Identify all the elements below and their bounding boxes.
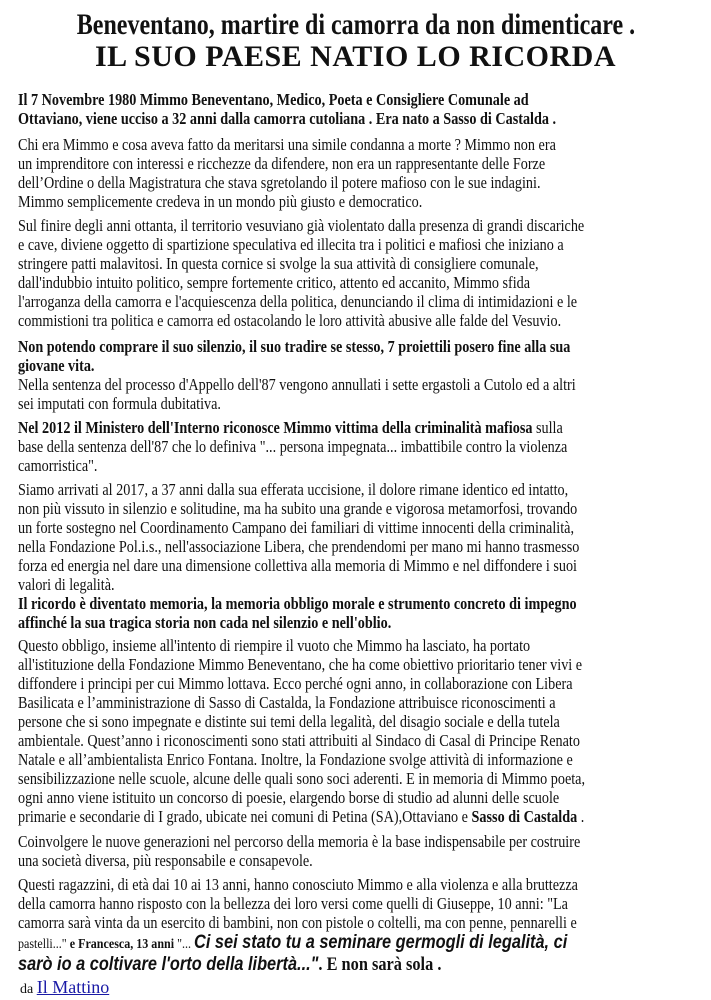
text-line: non più vissuto in silenzio e solitudine, ma ha subito una grande e vigorosa metamorfosi, trovando	[18, 499, 578, 518]
source-credit	[20, 977, 109, 1000]
intro-paragraph	[18, 90, 708, 128]
text-line: Il ricordo è diventato memoria, la memoria obbligo morale e strumento concreto di impegno	[18, 594, 577, 613]
bold-italic-quote: Ci sei stato tu a seminare germogli di legalità, ci	[194, 932, 568, 953]
text-line: persone che si sono impegnate e distinte sui temi della legalità, del disagio sociale e della tutela	[18, 712, 560, 731]
headline: Beneventano, martire di camorra da non dimenticare .	[76, 8, 635, 41]
paragraph-2	[18, 216, 708, 330]
bold-text: Nel 2012 il Ministero dell'Interno riconosce Mimmo vittima della criminalità mafiosa	[18, 418, 533, 437]
text-line: sei imputati con formula dubitativa.	[18, 394, 221, 413]
text-line: stringere patti malavitosi. In questa cornice si svolge la sua attività di consigliere comunale,	[18, 254, 539, 273]
text-line	[18, 932, 611, 954]
text-line: sensibilizzazione nelle scuole, alcune delle quali sono soci aderenti. E in memoria di Mimmo poeta,	[18, 769, 586, 788]
text-line: Nella sentenza del processo d'Appello dell'87 vengono annullati i sette ergastoli a Cutolo ed a altri	[18, 375, 576, 394]
text-line: Siamo arrivati al 2017, a 37 anni dalla sua efferata uccisione, il dolore rimane identico ed intatto,	[18, 480, 569, 499]
text: "...	[177, 937, 195, 952]
text-line: Questi ragazzini, di età dai 10 ai 13 anni, hanno conosciuto Mimmo e alla violenza e alla bruttezza	[18, 875, 578, 894]
text-line: Chi era Mimmo e cosa aveva fatto da meritarsi una simile condanna a morte ? Mimmo non era	[18, 135, 556, 154]
text-line	[18, 418, 611, 437]
text-line: all'istituzione della Fondazione Mimmo Beneventano, che ha come obiettivo prioritario tener vivi e	[18, 655, 583, 674]
text-line: Natale e all’ambientalista Enrico Fontana. Inoltre, la Fondazione svolge attività di informazione e	[18, 750, 573, 769]
text-line: commistioni tra politica e camorra ed ostacolando le loro attività abusive alle falde del Vesuvio.	[18, 311, 562, 330]
bold-text: e Francesca, 13 anni	[66, 937, 178, 952]
text-line: Coinvolgere le nuove generazioni nel percorso della memoria è la base indispensabile per costruire	[18, 832, 581, 851]
text-line: base della sentenza dell'87 che lo definiva "... persona impegnata... imbattibile contro la violenza	[18, 437, 568, 456]
text-line: Questo obbligo, insieme all'intento di riempire il vuoto che Mimmo ha lasciato, ha portato	[18, 636, 531, 655]
text-line: Il 7 Novembre 1980 Mimmo Beneventano, Medico, Poeta e Consigliere Comunale ad	[18, 90, 529, 109]
text-line: giovane vita.	[18, 356, 95, 375]
text-line: Mimmo semplicemente credeva in un mondo più giusto e democratico.	[18, 192, 423, 211]
text-line: una società diversa, più responsabile e consapevole.	[18, 851, 313, 870]
text-line: dell’Ordine o della Magistratura che stava sgretolando il potere mafioso con le sue indagini.	[18, 173, 541, 192]
text-line: dall'indubbio intuito politico, sempre fortemente critico, attento ed accanito, Mimmo sfida	[18, 273, 531, 292]
text-line: Non potendo comprare il suo silenzio, il suo tradire se stesso, 7 proiettili posero fine alla sua	[18, 337, 571, 356]
paragraph-4	[18, 418, 708, 475]
paragraph-7	[18, 832, 708, 870]
bold-italic-quote: sarò io a coltivare l'orto della libertà..."	[18, 954, 319, 975]
text-line: camorra sarà vinta da un esercito di bambini, non con pistole o coltelli, ma con penne, pennarelli e	[18, 913, 577, 932]
text: pastelli..."	[18, 937, 67, 952]
text: primarie e secondarie di I grado, ubicate nei comuni di Petina (SA),Ottaviano e	[18, 807, 472, 826]
text-line: forza ed energia nel dare una dimensione collettiva alla memoria di Mimmo e nel diffondere i suoi	[18, 556, 578, 575]
source-link[interactable]: Il Mattino	[36, 977, 110, 997]
source-prefix: da	[20, 982, 37, 997]
text-line: Ottaviano, viene ucciso a 32 anni dalla camorra cutoliana . Era nato a Sasso di Castalda .	[18, 109, 557, 128]
subheadline: IL SUO PAESE NATIO LO RICORDA	[95, 40, 616, 73]
text-line: affinché la sua tragica storia non cada nel silenzio e nell'oblio.	[18, 613, 392, 632]
text-line: nella Fondazione Pol.i.s., nell'associazione Libera, che prendendomi per mano mi hanno trasmesso	[18, 537, 580, 556]
paragraph-1	[18, 135, 708, 211]
text-line: l'arroganza della camorra e l'acquiescenza della politica, denunciando il clima di intimidazioni e le	[18, 292, 578, 311]
text-line: ambientale. Quest’anno i riconoscimenti sono stati attribuiti al Sindaco di Casal di Principe Renato	[18, 731, 580, 750]
text-line	[18, 954, 611, 976]
text-line: Sul finire degli anni ottanta, il territorio vesuviano già violentato dalla presenza di grandi discariche	[18, 216, 585, 235]
text-line: diffondere i principi per cui Mimmo lottava. Ecco perché ogni anno, in collaborazione con Libera	[18, 674, 573, 693]
text-line: e cave, diviene oggetto di spartizione speculativa ed illecita tra i politici e mafiosi che iniziano a	[18, 235, 564, 254]
text-line: valori di legalità.	[18, 575, 115, 594]
text-line: un forte sostegno nel Coordinamento Campano dei familiari di vittime innocenti della criminalità,	[18, 518, 575, 537]
text-line: della camorra hanno risposto con la bellezza dei loro versi come quelli di Giuseppe, 10 anni: "La	[18, 894, 568, 913]
paragraph-5	[18, 480, 708, 632]
paragraph-8	[18, 875, 708, 976]
paragraph-6	[18, 636, 708, 826]
text-line: un imprenditore con interessi e ricchezze da difendere, non era un rappresentante delle Forze	[18, 154, 546, 173]
text-line	[18, 807, 611, 826]
text-line: camorristica".	[18, 456, 98, 475]
text: sulla	[532, 418, 563, 437]
paragraph-3	[18, 337, 708, 413]
text-line: ogni anno viene istituito un concorso di poesie, elargendo borse di studio ad alunni delle scuole	[18, 788, 560, 807]
text: .	[577, 807, 585, 826]
text-line: Basilicata e l’amministrazione di Sasso di Castalda, la Fondazione attribuisce riconoscimenti a	[18, 693, 556, 712]
bold-text: . E non sarà sola .	[318, 954, 442, 975]
bold-text: Sasso di Castalda	[471, 807, 578, 826]
